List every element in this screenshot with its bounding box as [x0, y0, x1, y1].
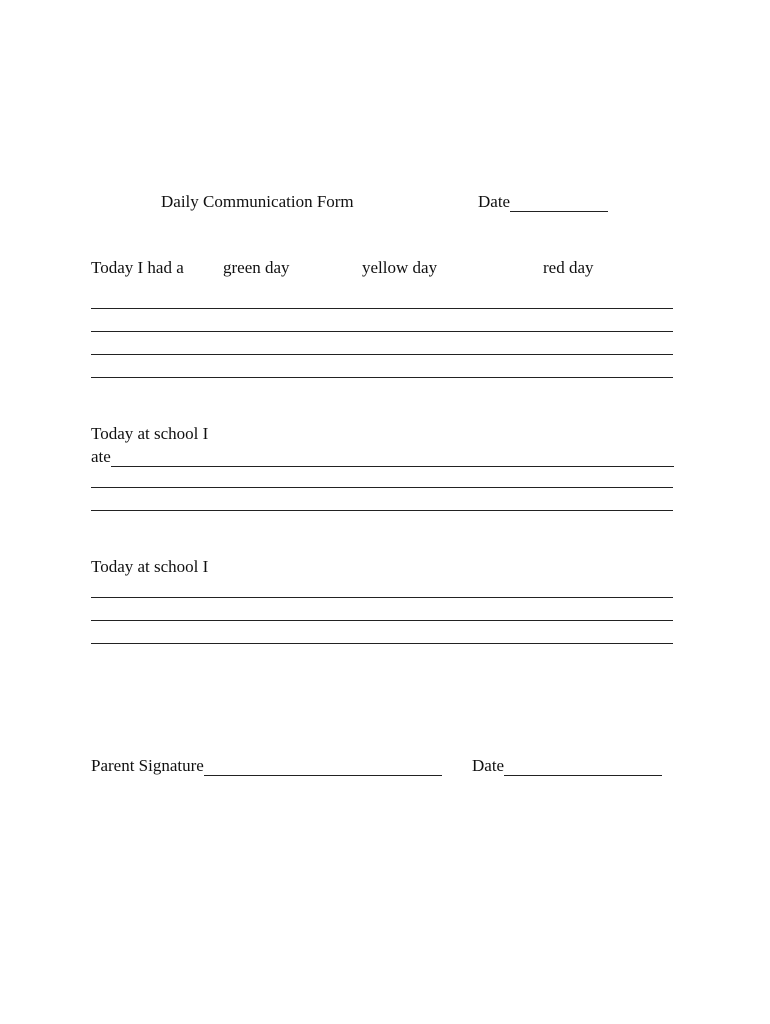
comment-line[interactable] [91, 354, 673, 355]
option-red-day[interactable]: red day [543, 258, 594, 277]
header-date-label: Date [478, 192, 511, 211]
ate-label: ate [91, 447, 111, 466]
option-green-day[interactable]: green day [223, 258, 290, 277]
header-date-blank[interactable] [510, 197, 608, 212]
footer-date-label: Date [472, 756, 505, 775]
ate-section-prompt: Today at school I [91, 424, 209, 443]
footer-date-field[interactable] [472, 756, 662, 776]
form-title: Daily Communication Form [161, 192, 354, 211]
did-line[interactable] [91, 643, 673, 644]
did-section-prompt: Today at school I [91, 557, 209, 576]
did-line[interactable] [91, 620, 673, 621]
comment-line[interactable] [91, 331, 673, 332]
ate-line[interactable] [91, 510, 673, 511]
did-line[interactable] [91, 597, 673, 598]
day-rating-prompt: Today I had a [91, 258, 184, 277]
ate-field[interactable] [91, 447, 674, 467]
comment-line[interactable] [91, 377, 673, 378]
parent-signature-blank[interactable] [204, 761, 442, 776]
header-date-field[interactable] [478, 192, 608, 212]
ate-line[interactable] [91, 487, 673, 488]
parent-signature-label: Parent Signature [91, 756, 204, 775]
comment-line[interactable] [91, 308, 673, 309]
parent-signature-field[interactable] [91, 756, 442, 776]
option-yellow-day[interactable]: yellow day [362, 258, 438, 277]
footer-date-blank[interactable] [504, 761, 662, 776]
ate-blank[interactable] [111, 452, 674, 467]
